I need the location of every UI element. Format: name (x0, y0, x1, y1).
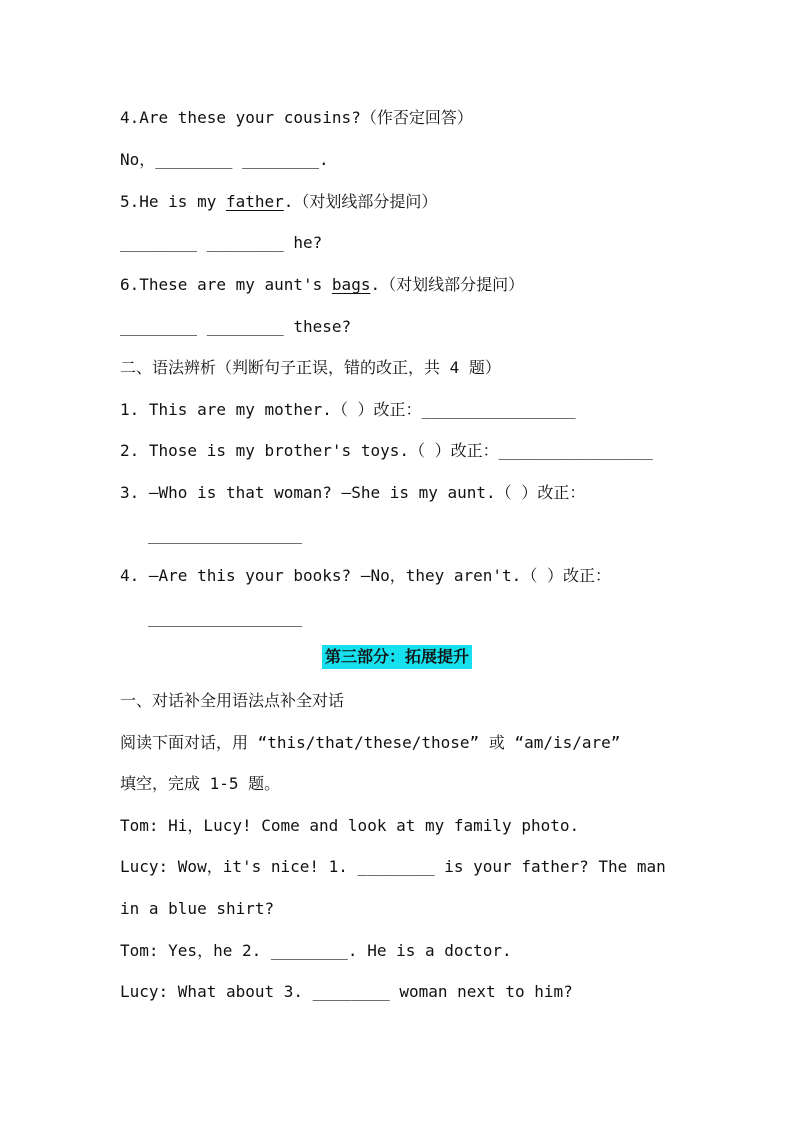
grammar-item-4: 4. —Are this your books? —No，they aren't.（ ）改正： (120, 566, 611, 585)
instruction-line-1: 阅读下面对话，用 “this/that/these/those” 或 “am/is/are” (120, 733, 621, 752)
grammar-item-3: 3. —Who is that woman? —She is my aunt.（ ）改正： (120, 483, 586, 502)
question-4: 4.Are these your cousins?（作否定回答） (120, 108, 473, 127)
question-4-answer: No，________ ________. (120, 150, 329, 169)
dialogue-line-3: in a blue shirt? (120, 899, 275, 918)
grammar-item-3-blank: ________________ (148, 525, 303, 544)
grammar-item-2: 2. Those is my brother's toys.（ ）改正：________________ (120, 441, 653, 460)
question-6-answer: ________ ________ these? (120, 317, 352, 336)
section-1-title: 一、对话补全用语法点补全对话 (120, 691, 345, 710)
part-3-heading-row (0, 645, 794, 669)
question-5-underlined-word: father (225, 192, 284, 211)
dialogue-line-2: Lucy: Wow，it's nice! 1. ________ is your father? The man (120, 857, 666, 876)
instruction-line-2: 填空，完成 1-5 题。 (120, 774, 281, 793)
grammar-item-4-blank: ________________ (148, 608, 303, 627)
question-6 (120, 275, 524, 295)
question-5 (120, 192, 437, 212)
section-2-title: 二、语法辨析（判断句子正误，错的改正，共 4 题） (120, 358, 501, 377)
question-6-suffix: .（对划线部分提问） (370, 275, 525, 294)
grammar-item-1: 1. This are my mother.（ ）改正：________________ (120, 400, 576, 419)
question-6-underlined-word: bags (331, 275, 371, 294)
question-5-answer: ________ ________ he? (120, 233, 323, 252)
dialogue-line-1: Tom: Hi，Lucy! Come and look at my family photo. (120, 816, 580, 835)
dialogue-line-5: Lucy: What about 3. ________ woman next to him? (120, 982, 573, 1001)
dialogue-line-4: Tom: Yes，he 2. ________. He is a doctor. (120, 941, 512, 960)
question-5-suffix: .（对划线部分提问） (283, 192, 438, 211)
question-6-prefix: 6.These are my aunt's (120, 275, 332, 294)
part-3-heading: 第三部分：拓展提升 (322, 645, 472, 669)
question-5-prefix: 5.He is my (120, 192, 226, 211)
